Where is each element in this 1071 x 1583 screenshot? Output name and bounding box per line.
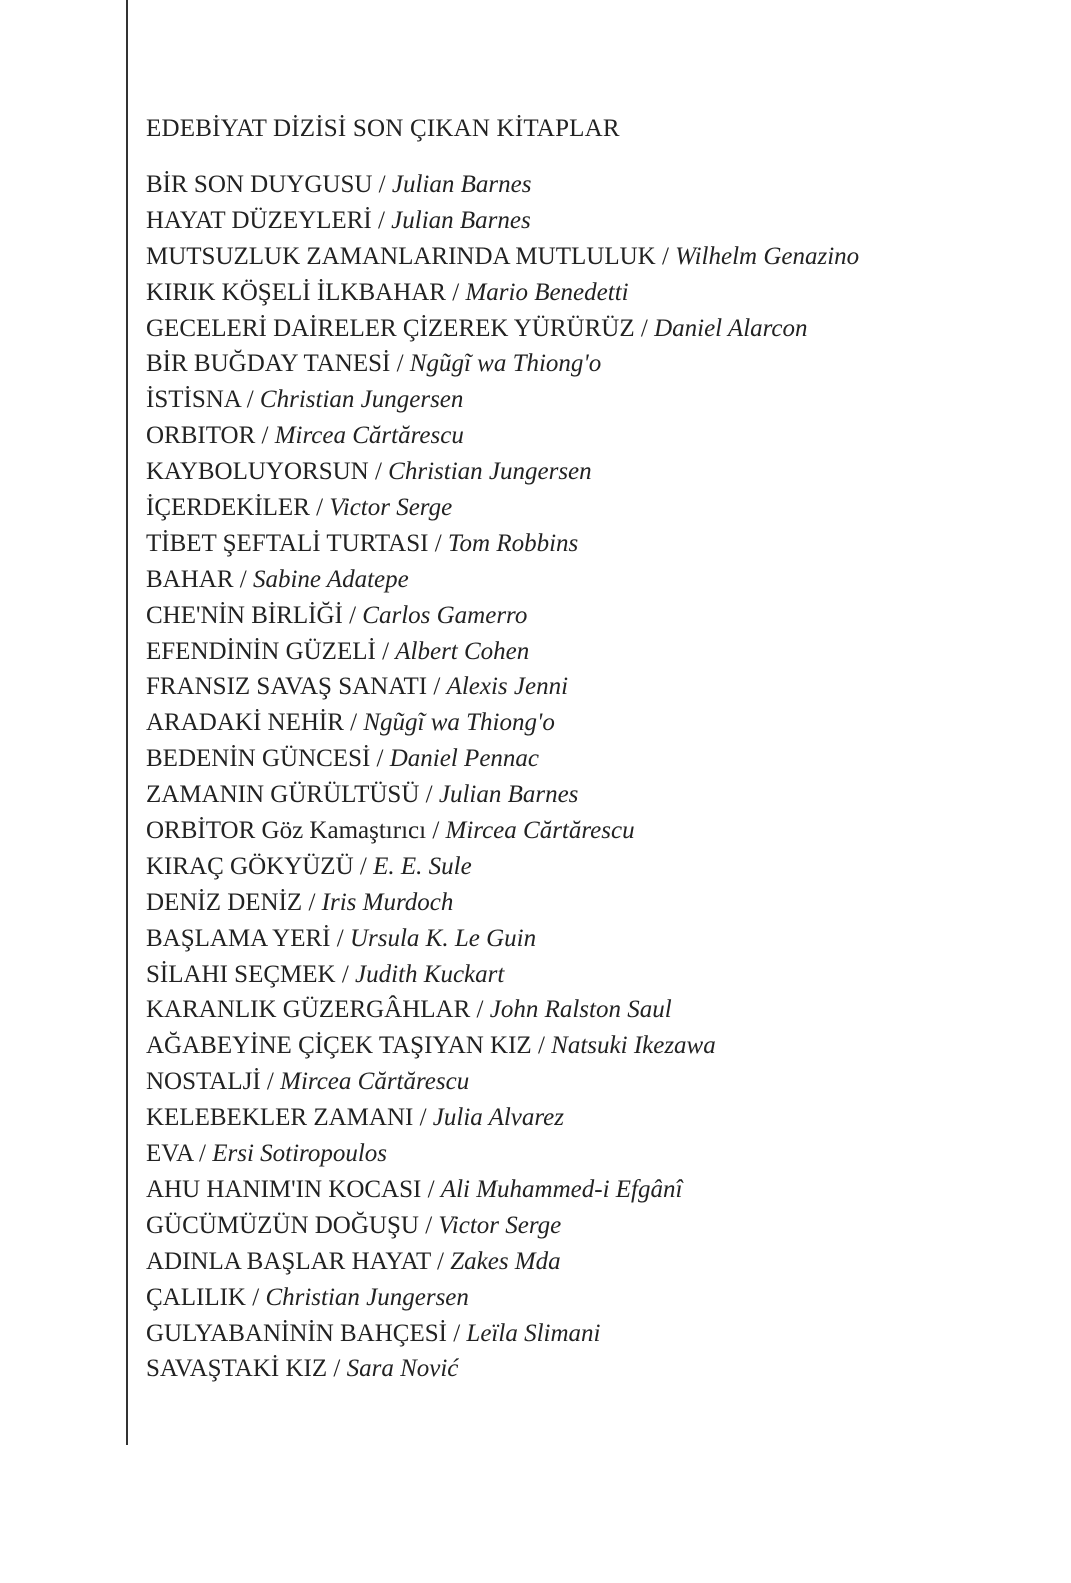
book-title: KARANLIK GÜZERGÂHLAR: [146, 996, 471, 1024]
book-author: Christian Jungersen: [265, 1283, 469, 1311]
title-author-separator: /: [327, 1355, 347, 1383]
book-author: Christian Jungersen: [388, 458, 592, 486]
book-title: AHU HANIM'IN KOCASI: [146, 1175, 422, 1203]
book-entry: [146, 777, 1026, 813]
book-author: Leïla Slimani: [466, 1319, 601, 1347]
book-title: BAŞLAMA YERİ: [146, 924, 331, 952]
book-entry: [146, 418, 1026, 454]
book-title: BİR BUĞDAY TANESİ: [146, 350, 391, 378]
title-author-separator: /: [634, 314, 655, 342]
book-title: GECELERİ DAİRELER ÇİZEREK YÜRÜRÜZ: [146, 314, 635, 342]
book-entry: [146, 598, 1026, 634]
book-entry: [146, 813, 1026, 849]
book-entry: [146, 1100, 1026, 1136]
book-title: MUTSUZLUK ZAMANLARINDA MUTLULUK: [146, 242, 656, 270]
book-entry: [146, 1280, 1026, 1316]
book-entry: [146, 275, 1026, 311]
book-title: BEDENİN GÜNCESİ: [146, 745, 371, 773]
title-author-separator: /: [430, 1247, 451, 1275]
title-author-separator: /: [353, 852, 374, 880]
page-heading: EDEBİYAT DİZİSİ SON ÇIKAN KİTAPLAR: [146, 115, 620, 142]
book-title: KIRAÇ GÖKYÜZÜ: [146, 852, 354, 880]
book-title: KIRIK KÖŞELİ İLKBAHAR: [146, 278, 446, 306]
title-author-separator: /: [427, 673, 447, 701]
title-author-separator: /: [655, 242, 676, 270]
book-author: Julia Alvarez: [432, 1104, 565, 1132]
book-author: Ursula K. Le Guin: [349, 924, 537, 952]
book-author: Julian Barnes: [391, 206, 531, 234]
book-author: Alexis Jenni: [446, 673, 569, 701]
book-entry: [146, 1136, 1026, 1172]
book-entry: [146, 957, 1026, 993]
book-author: Carlos Gamerro: [362, 601, 528, 629]
title-author-separator: /: [371, 206, 392, 234]
book-entry: [146, 203, 1026, 239]
title-author-separator: /: [426, 817, 446, 845]
book-author: Mircea Cărtărescu: [445, 817, 635, 845]
book-entry: [146, 490, 1026, 526]
page-binding-line: [126, 0, 128, 1445]
book-entry: [146, 382, 1026, 418]
book-list: [146, 167, 1026, 1387]
book-entry: [146, 992, 1026, 1028]
title-author-separator: /: [446, 1319, 467, 1347]
title-author-separator: /: [375, 637, 396, 665]
book-author: Sara Nović: [346, 1355, 459, 1383]
book-author: Mircea Cărtărescu: [280, 1068, 470, 1096]
book-author: Julian Barnes: [391, 171, 532, 198]
title-author-separator: /: [370, 745, 390, 773]
book-title: ZAMANIN GÜRÜLTÜSÜ: [146, 781, 420, 809]
book-entry: [146, 1351, 1026, 1387]
book-title: TİBET ŞEFTALİ TURTASI: [146, 529, 429, 557]
book-author: Julian Barnes: [438, 781, 579, 809]
book-title: KAYBOLUYORSUN: [146, 458, 369, 486]
book-entry: [146, 1316, 1026, 1352]
book-entry: [146, 705, 1026, 741]
title-author-separator: /: [413, 1104, 433, 1132]
book-title: CHE'NİN BİRLİĞİ: [146, 601, 343, 629]
title-author-separator: /: [342, 601, 363, 629]
page-content: [146, 112, 1026, 1387]
title-author-separator: /: [390, 350, 410, 378]
book-entry: [146, 849, 1026, 885]
book-entry: [146, 1244, 1026, 1280]
book-author: Albert Cohen: [395, 637, 530, 665]
book-entry: [146, 167, 1026, 203]
book-entry: [146, 634, 1026, 670]
book-entry: [146, 454, 1026, 490]
book-title: FRANSIZ SAVAŞ SANATI: [146, 673, 428, 701]
book-title: ORBITOR: [146, 422, 256, 450]
book-author: Wilhelm Genazino: [675, 242, 860, 270]
book-title: GULYABANİNİN BAHÇESİ: [146, 1319, 447, 1347]
title-author-separator: /: [428, 529, 448, 557]
book-author: Victor Serge: [329, 494, 453, 522]
book-title: EFENDİNİN GÜZELİ: [146, 637, 376, 665]
book-title: BİR SON DUYGUSU: [146, 171, 373, 198]
title-author-separator: /: [343, 709, 364, 737]
book-title: ORBİTOR Göz Kamaştırıcı: [146, 817, 427, 845]
book-title: DENİZ DENİZ: [146, 888, 303, 916]
book-author: Daniel Pennac: [389, 745, 540, 773]
title-author-separator: /: [330, 924, 350, 952]
book-title: İSTİSNA: [146, 386, 241, 414]
book-author: Victor Serge: [438, 1211, 562, 1239]
book-title: BAHAR: [146, 565, 234, 593]
book-entry: [146, 741, 1026, 777]
title-author-separator: /: [302, 888, 322, 916]
title-author-separator: /: [368, 458, 389, 486]
book-author: John Ralston Saul: [489, 996, 672, 1024]
book-author: Mario Benedetti: [465, 278, 629, 306]
book-title: SİLAHI SEÇMEK: [146, 960, 336, 988]
book-author: Tom Robbins: [447, 529, 579, 557]
title-author-separator: /: [421, 1175, 441, 1203]
book-entry: [146, 669, 1026, 705]
book-entry: [146, 1028, 1026, 1064]
book-title: GÜCÜMÜZÜN DOĞUŞU: [146, 1211, 419, 1239]
title-author-separator: /: [255, 422, 275, 450]
book-entry: [146, 1064, 1026, 1100]
book-entry: [146, 1208, 1026, 1244]
book-title: NOSTALJİ: [146, 1068, 261, 1096]
book-entry: [146, 239, 1026, 275]
title-author-separator: /: [418, 1211, 439, 1239]
book-author: Ersi Sotiropoulos: [212, 1140, 388, 1168]
book-entry: [146, 346, 1026, 382]
book-author: Ali Muhammed-i Efgânî: [440, 1175, 683, 1203]
title-author-separator: /: [445, 278, 466, 306]
book-title: ADINLA BAŞLAR HAYAT: [146, 1247, 431, 1275]
book-entry: [146, 526, 1026, 562]
book-title: EVA: [146, 1140, 193, 1168]
book-entry: [146, 921, 1026, 957]
book-entry: [146, 885, 1026, 921]
title-author-separator: /: [192, 1140, 213, 1168]
book-entry: [146, 1172, 1026, 1208]
book-author: Natsuki Ikezawa: [551, 1032, 716, 1060]
title-author-separator: /: [233, 565, 253, 593]
book-title: SAVAŞTAKİ KIZ: [146, 1355, 328, 1383]
book-author: Christian Jungersen: [259, 386, 464, 414]
book-title: ÇALILIK: [146, 1283, 246, 1311]
book-author: Mircea Cărtărescu: [274, 422, 464, 450]
book-entry: [146, 311, 1026, 347]
book-title: HAYAT DÜZEYLERİ: [146, 206, 372, 234]
title-author-separator: /: [309, 494, 330, 522]
book-author: Daniel Alarcon: [654, 314, 808, 342]
book-author: Judith Kuckart: [355, 960, 505, 988]
book-author: Zakes Mda: [450, 1247, 561, 1275]
book-author: Ngũgĩ wa Thiong'o: [409, 350, 602, 378]
book-entry: [146, 562, 1026, 598]
title-author-separator: /: [531, 1032, 552, 1060]
book-title: AĞABEYİNE ÇİÇEK TAŞIYAN KIZ: [146, 1032, 532, 1060]
book-author: Iris Murdoch: [321, 888, 454, 916]
title-author-separator: /: [470, 996, 490, 1024]
book-author: Ngũgĩ wa Thiong'o: [363, 709, 555, 737]
book-title: KELEBEKLER ZAMANI: [146, 1104, 414, 1132]
title-author-separator: /: [240, 386, 260, 414]
book-title: ARADAKİ NEHİR: [146, 709, 344, 737]
title-author-separator: /: [260, 1068, 281, 1096]
title-author-separator: /: [245, 1283, 266, 1311]
book-author: Sabine Adatepe: [252, 565, 409, 593]
title-author-separator: /: [372, 171, 392, 198]
title-author-separator: /: [419, 781, 439, 809]
book-title: İÇERDEKİLER: [146, 494, 310, 522]
book-author: E. E. Sule: [373, 852, 472, 880]
title-author-separator: /: [335, 960, 356, 988]
